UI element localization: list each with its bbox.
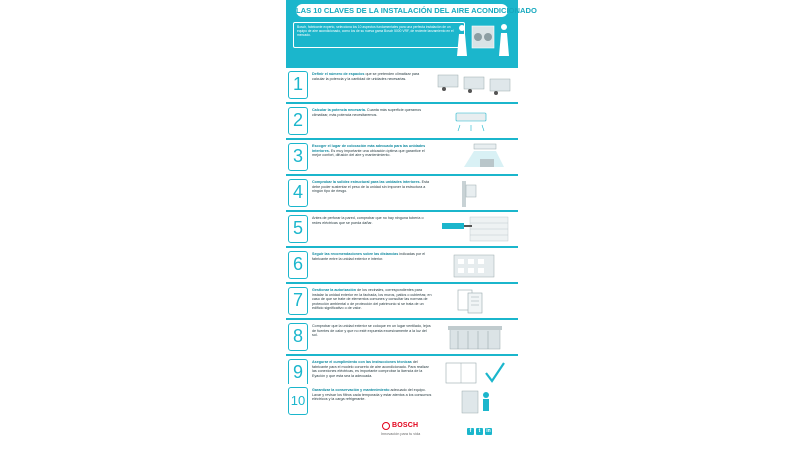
section-10 (286, 384, 518, 418)
section-text: Asegurar el cumplimiento con las instrucciones técnicas del fabricante para el modelo concreto de aire acondicionado. Para realizar las conexiones eléctricas, es importante comprobar la licencia de la Eyación y que esta sea la adecuada. (312, 360, 429, 378)
section-number: 6 (288, 251, 308, 279)
section-number: 4 (288, 179, 308, 207)
section-text: Seguir las recomendaciones sobre las distancias indicadas por el fabricante entre la unidad exterior e interior. (312, 252, 426, 261)
section-text: Garantizar la conservación y mantenimiento adecuado del equipo. Lavar y revisar los filtros cada temporada y estar atentos a los consumos eléctricos y la carga refrigerante. (312, 388, 432, 402)
section-5 (286, 212, 518, 246)
section-text: Escoger el lugar de colocación más adecuado para las unidades interiores. Es muy importante una ubicación óptima que garantice el mejor confort, difusión del aire y mantenimiento. (312, 144, 426, 158)
section-text: Comprobar que la unidad exterior se coloque en un lugar ventilado, lejos de fuentes de calor y que no esté expuesta excesivamente a la luz del sol. (312, 324, 431, 338)
section-number: 1 (288, 71, 308, 99)
section-number: 2 (288, 107, 308, 135)
brand-tagline: Innovación para tu vida (381, 432, 421, 436)
section-8 (286, 320, 518, 354)
section-text: Calcular la potencia necesaria. Cuanta más superficie queramos climatizar, más potencia necesitaremos. (312, 108, 422, 117)
brand-name: BOSCH (392, 422, 419, 429)
section-text: Definir el número de espacios que se pretenden climatizar para calcular la potencia y la cantidad de unidades necesarias. (312, 72, 420, 81)
section-number: 3 (288, 143, 308, 171)
twitter-icon[interactable]: t (476, 428, 483, 435)
section-2 (286, 104, 518, 138)
multi-room-units-icon (434, 69, 514, 101)
section-text: Antes de perforar la pared, comprobar que no hay ninguna tubería o redes eléctricas que se pueda dañar. (312, 216, 424, 225)
infographic-title: LAS 10 CLAVES DE LA INSTALACIÓN DEL AIRE ACONDICIONADO (296, 6, 537, 15)
section-number: 5 (288, 215, 308, 243)
infographic (286, 0, 537, 450)
section-4 (286, 176, 518, 210)
bosch-logo-icon (382, 422, 390, 430)
rooftop-building-icon (434, 321, 514, 353)
building-distance-icon (434, 249, 514, 281)
section-number: 8 (288, 323, 308, 351)
intro-text: Bosch, fabricante experto, selecciona los 10 aspectos fundamentales para una perfecta instalación de un equipo de aire acondicionado, como los de su nueva gama Bosch 5000 VRF, de reciente lanzamiento en el mercado. (293, 22, 465, 48)
linkedin-icon[interactable]: in (486, 428, 491, 434)
section-7 (286, 284, 518, 318)
indoor-unit-placement-icon (434, 141, 514, 173)
section-6 (286, 248, 518, 282)
footer (286, 418, 518, 450)
drill-wall-icon (434, 213, 514, 245)
wall-structure-icon (434, 177, 514, 209)
maintenance-technician-icon (434, 385, 514, 417)
air-conditioner-icon (434, 105, 514, 137)
section-number: 10 (288, 387, 308, 415)
facebook-icon[interactable]: f (467, 428, 474, 435)
documents-icon (434, 285, 514, 317)
section-1 (286, 68, 518, 102)
section-text: Comprobar la solidez estructural para las unidades interiores. Esta debe poder sustentar el peso de la unidad sin imponer la estructura a ningún tipo de riesgo. (312, 180, 430, 194)
technicians-illustration (452, 18, 514, 58)
section-text: Gestionar la autorización de los vecinales, correspondientes para instalar la unidad exterior en la fachada, los muros, patios o cubiertas; en caso de que se trate de elementos comunes y consultar las normas de protección ambiental o de protección del patrimonio si se trata de un edificio significativo o de valor. (312, 288, 432, 311)
section-3 (286, 140, 518, 174)
section-number: 7 (288, 287, 308, 315)
section-number: 9 (288, 359, 308, 387)
